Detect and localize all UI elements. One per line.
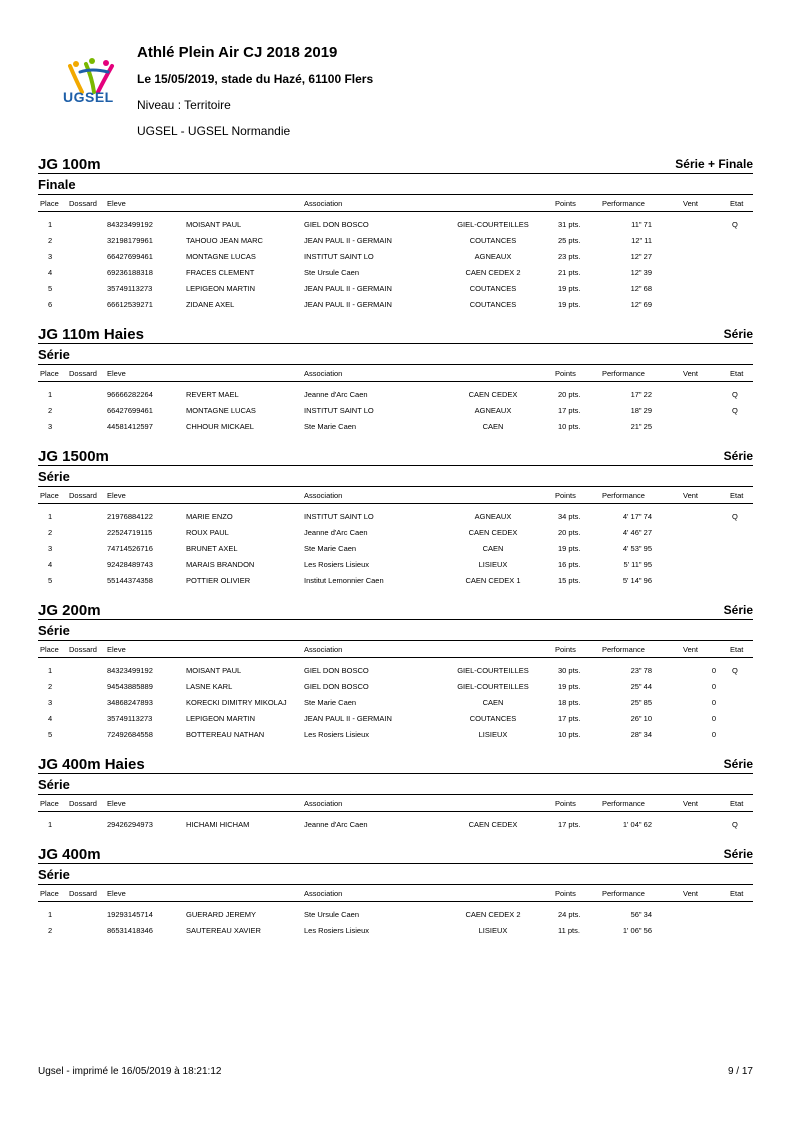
cell-perf: 1' 04" 62 [622, 820, 652, 829]
round-title: Série [38, 864, 753, 885]
result-rows [38, 212, 753, 312]
column-header-eleve: Eleve [107, 645, 126, 654]
column-header-performance: Performance [602, 199, 645, 208]
cell-place: 2 [48, 406, 53, 415]
cell-dossard: 35749113273 [107, 714, 153, 723]
cell-city: LISIEUX [478, 730, 508, 739]
event-type: Série [723, 757, 753, 771]
event-section [38, 752, 753, 832]
cell-city: CAEN [482, 698, 504, 707]
cell-points: 20 pts. [558, 528, 581, 537]
cell-points: 23 pts. [558, 252, 581, 261]
cell-dossard: 55144374358 [107, 576, 153, 585]
cell-perf: 18" 29 [630, 406, 652, 415]
cell-dossard: 44581412597 [107, 422, 153, 431]
cell-points: 16 pts. [558, 560, 581, 569]
cell-name: ROUX PAUL [186, 528, 229, 537]
cell-city: CAEN CEDEX [468, 390, 518, 399]
column-header-eleve: Eleve [107, 799, 126, 808]
cell-assoc: Institut Lemonnier Caen [304, 576, 384, 585]
event-type: Série [723, 603, 753, 617]
table-row [38, 556, 753, 572]
cell-assoc: Ste Ursule Caen [304, 268, 360, 277]
column-header-vent: Vent [683, 199, 699, 208]
column-header-points: Points [555, 645, 576, 654]
round-title: Série [38, 344, 753, 365]
cell-assoc: Ste Marie Caen [304, 698, 357, 707]
event-header [38, 444, 753, 466]
event-type: Série [723, 847, 753, 861]
cell-name: BOTTEREAU NATHAN [186, 730, 265, 739]
column-header-place: Place [40, 369, 59, 378]
cell-name: GUERARD JEREMY [186, 910, 257, 919]
cell-assoc: INSTITUT SAINT LO [304, 252, 374, 261]
cell-vent: 0 [711, 682, 716, 691]
cell-dossard: 96666282264 [107, 390, 153, 399]
column-header-points: Points [555, 199, 576, 208]
column-header-vent: Vent [683, 645, 699, 654]
column-header-dossard: Dossard [69, 645, 97, 654]
cell-points: 11 pts. [558, 926, 580, 935]
cell-dossard: 35749113273 [107, 284, 153, 293]
cell-vent: 0 [711, 730, 716, 739]
cell-city: CAEN CEDEX 2 [465, 910, 521, 919]
cell-perf: 1' 06" 56 [622, 926, 652, 935]
cell-name: LASNE KARL [186, 682, 233, 691]
cell-city: COUTANCES [469, 300, 517, 309]
cell-dossard: 86531418346 [107, 926, 153, 935]
cell-dossard: 66612539271 [107, 300, 153, 309]
cell-assoc: Jeanne d'Arc Caen [304, 390, 368, 399]
result-rows [38, 902, 753, 938]
cell-perf: 4' 53" 95 [622, 544, 652, 553]
cell-name: BRUNET AXEL [186, 544, 238, 553]
cell-perf: 11" 71 [631, 220, 652, 229]
cell-place: 1 [48, 220, 53, 229]
cell-city: CAEN CEDEX [468, 820, 518, 829]
cell-city: LISIEUX [478, 560, 508, 569]
result-rows [38, 504, 753, 588]
column-header-vent: Vent [683, 369, 699, 378]
cell-city: AGNEAUX [474, 252, 512, 261]
column-header-place: Place [40, 889, 59, 898]
column-header-points: Points [555, 799, 576, 808]
result-rows [38, 382, 753, 434]
meeting-level: Niveau : Territoire [137, 98, 231, 112]
cell-place: 5 [48, 284, 53, 293]
column-header-association: Association [304, 199, 343, 208]
cell-place: 1 [48, 512, 53, 521]
cell-place: 5 [48, 576, 53, 585]
meeting-organization: UGSEL - UGSEL Normandie [137, 124, 291, 138]
table-row [38, 216, 753, 232]
cell-name: LEPIGEON MARTIN [186, 284, 256, 293]
column-headers [38, 641, 753, 658]
column-header-place: Place [40, 491, 59, 500]
cell-points: 17 pts. [558, 820, 581, 829]
column-header-eleve: Eleve [107, 369, 126, 378]
print-date: Ugsel - imprimé le 16/05/2019 à 18:21:12 [38, 1066, 222, 1077]
cell-perf: 12" 68 [630, 284, 652, 293]
cell-place: 2 [48, 236, 53, 245]
cell-place: 4 [48, 714, 53, 723]
cell-dossard: 66427699461 [107, 252, 153, 261]
event-name: JG 400m [38, 846, 101, 863]
event-name: JG 400m Haies [38, 756, 145, 773]
column-header-dossard: Dossard [69, 491, 97, 500]
event-header [38, 322, 753, 344]
cell-dossard: 32198179961 [107, 236, 153, 245]
column-header-place: Place [40, 645, 59, 654]
event-header [38, 842, 753, 864]
cell-points: 19 pts. [558, 300, 581, 309]
cell-assoc: INSTITUT SAINT LO [304, 406, 374, 415]
cell-etat: Q [732, 390, 738, 399]
event-type: Série [723, 327, 753, 341]
table-row [38, 232, 753, 248]
column-header-etat: Etat [730, 369, 744, 378]
cell-dossard: 84323499192 [107, 220, 153, 229]
cell-assoc: Jeanne d'Arc Caen [304, 820, 368, 829]
cell-name: HICHAMI HICHAM [186, 820, 250, 829]
cell-assoc: INSTITUT SAINT LO [304, 512, 374, 521]
event-section [38, 444, 753, 588]
cell-etat: Q [732, 512, 738, 521]
cell-assoc: GIEL DON BOSCO [304, 666, 369, 675]
column-header-etat: Etat [730, 199, 744, 208]
table-row [38, 694, 753, 710]
cell-place: 6 [48, 300, 53, 309]
cell-assoc: JEAN PAUL II - GERMAIN [304, 236, 392, 245]
cell-perf: 5' 14" 96 [622, 576, 652, 585]
cell-points: 15 pts. [558, 576, 581, 585]
column-header-etat: Etat [730, 799, 744, 808]
column-header-association: Association [304, 645, 343, 654]
column-header-association: Association [304, 799, 343, 808]
column-header-points: Points [555, 369, 576, 378]
cell-city: CAEN [482, 544, 504, 553]
event-section [38, 842, 753, 938]
cell-assoc: GIEL DON BOSCO [304, 220, 369, 229]
results-list [38, 152, 753, 948]
cell-city: GIEL-COURTEILLES [457, 220, 529, 229]
column-header-etat: Etat [730, 491, 744, 500]
logo-text: UGSEL [63, 89, 114, 105]
event-name: JG 1500m [38, 448, 109, 465]
cell-city: COUTANCES [469, 714, 517, 723]
table-row [38, 906, 753, 922]
cell-vent: 0 [711, 714, 716, 723]
event-header [38, 152, 753, 174]
event-name: JG 200m [38, 602, 101, 619]
cell-place: 5 [48, 730, 53, 739]
cell-city: COUTANCES [469, 236, 517, 245]
result-rows [38, 812, 753, 832]
cell-points: 17 pts. [558, 406, 581, 415]
cell-points: 30 pts. [558, 666, 581, 675]
column-header-association: Association [304, 369, 343, 378]
table-row [38, 540, 753, 556]
cell-name: SAUTEREAU XAVIER [186, 926, 261, 935]
event-header [38, 598, 753, 620]
cell-dossard: 92428489743 [107, 560, 153, 569]
cell-points: 31 pts. [558, 220, 581, 229]
cell-dossard: 21976884122 [107, 512, 153, 521]
cell-perf: 25" 85 [630, 698, 652, 707]
event-header [38, 752, 753, 774]
column-headers [38, 795, 753, 812]
event-name: JG 110m Haies [38, 326, 144, 343]
column-header-association: Association [304, 491, 343, 500]
column-header-dossard: Dossard [69, 799, 97, 808]
column-header-place: Place [40, 199, 59, 208]
cell-points: 20 pts. [558, 390, 581, 399]
column-header-vent: Vent [683, 889, 699, 898]
cell-dossard: 94543885889 [107, 682, 153, 691]
cell-place: 3 [48, 698, 53, 707]
table-row [38, 264, 753, 280]
cell-name: MONTAGNE LUCAS [186, 252, 256, 261]
cell-perf: 17" 22 [630, 390, 652, 399]
column-header-vent: Vent [683, 491, 699, 500]
cell-name: MARAIS BRANDON [186, 560, 255, 569]
cell-assoc: Les Rosiers Lisieux [304, 926, 370, 935]
cell-place: 4 [48, 560, 53, 569]
cell-dossard: 74714526716 [107, 544, 153, 553]
column-header-performance: Performance [602, 889, 645, 898]
cell-name: MARIE ENZO [186, 512, 233, 521]
cell-dossard: 19293145714 [107, 910, 153, 919]
column-header-dossard: Dossard [69, 199, 97, 208]
column-header-etat: Etat [730, 889, 744, 898]
cell-place: 1 [48, 666, 53, 675]
column-header-place: Place [40, 799, 59, 808]
cell-dossard: 66427699461 [107, 406, 153, 415]
cell-etat: Q [732, 820, 738, 829]
cell-perf: 4' 17" 74 [622, 512, 652, 521]
cell-points: 18 pts. [558, 698, 581, 707]
cell-city: CAEN CEDEX 1 [465, 576, 521, 585]
cell-name: REVERT MAEL [186, 390, 239, 399]
cell-city: CAEN CEDEX [468, 528, 518, 537]
event-type: Série [723, 449, 753, 463]
cell-perf: 56" 34 [630, 910, 652, 919]
column-header-points: Points [555, 889, 576, 898]
event-section [38, 598, 753, 742]
cell-etat: Q [732, 220, 738, 229]
cell-name: MONTAGNE LUCAS [186, 406, 256, 415]
cell-perf: 23" 78 [630, 666, 652, 675]
cell-points: 24 pts. [558, 910, 581, 919]
cell-assoc: Ste Marie Caen [304, 544, 357, 553]
table-row [38, 248, 753, 264]
table-row [38, 402, 753, 418]
cell-assoc: Ste Ursule Caen [304, 910, 360, 919]
column-headers [38, 195, 753, 212]
cell-assoc: JEAN PAUL II - GERMAIN [304, 300, 392, 309]
cell-name: FRACES CLEMENT [186, 268, 255, 277]
cell-assoc: Ste Marie Caen [304, 422, 357, 431]
cell-dossard: 22524719115 [107, 528, 153, 537]
cell-perf: 4' 46" 27 [622, 528, 652, 537]
cell-etat: Q [732, 666, 738, 675]
cell-points: 25 pts. [558, 236, 581, 245]
column-header-eleve: Eleve [107, 199, 126, 208]
cell-vent: 0 [711, 698, 716, 707]
cell-assoc: GIEL DON BOSCO [304, 682, 369, 691]
cell-dossard: 34868247893 [107, 698, 153, 707]
cell-assoc: Jeanne d'Arc Caen [304, 528, 368, 537]
round-title: Série [38, 620, 753, 641]
table-row [38, 280, 753, 296]
cell-place: 4 [48, 268, 53, 277]
table-row [38, 662, 753, 678]
table-row [38, 296, 753, 312]
cell-place: 3 [48, 544, 53, 553]
cell-name: ZIDANE AXEL [186, 300, 235, 309]
cell-city: COUTANCES [469, 284, 517, 293]
page-number: 9 / 17 [727, 1066, 753, 1077]
round-title: Série [38, 774, 753, 795]
round-title: Finale [38, 174, 753, 195]
column-header-performance: Performance [602, 799, 645, 808]
event-section [38, 152, 753, 312]
cell-city: CAEN [482, 422, 504, 431]
cell-name: MOISANT PAUL [186, 220, 242, 229]
cell-city: AGNEAUX [474, 512, 512, 521]
table-row [38, 572, 753, 588]
event-type: Série + Finale [675, 157, 753, 171]
table-row [38, 816, 753, 832]
column-header-performance: Performance [602, 369, 645, 378]
table-row [38, 508, 753, 524]
cell-place: 3 [48, 422, 53, 431]
cell-perf: 21" 25 [630, 422, 652, 431]
cell-city: CAEN CEDEX 2 [465, 268, 521, 277]
cell-vent: 0 [711, 666, 716, 675]
column-headers [38, 885, 753, 902]
table-row [38, 726, 753, 742]
cell-etat: Q [732, 406, 738, 415]
cell-perf: 12" 11 [631, 236, 652, 245]
cell-assoc: Les Rosiers Lisieux [304, 730, 370, 739]
cell-points: 10 pts. [558, 730, 581, 739]
meeting-date-location: Le 15/05/2019, stade du Hazé, 61100 Flers [137, 72, 374, 86]
cell-city: GIEL-COURTEILLES [457, 682, 529, 691]
cell-points: 19 pts. [558, 544, 581, 553]
column-header-dossard: Dossard [69, 369, 97, 378]
cell-points: 19 pts. [558, 682, 581, 691]
cell-place: 1 [48, 390, 53, 399]
cell-place: 1 [48, 910, 53, 919]
column-header-performance: Performance [602, 491, 645, 500]
cell-perf: 12" 27 [630, 252, 652, 261]
cell-place: 3 [48, 252, 53, 261]
event-name: JG 100m [38, 156, 101, 173]
column-header-points: Points [555, 491, 576, 500]
cell-place: 2 [48, 926, 53, 935]
event-section [38, 322, 753, 434]
cell-place: 2 [48, 528, 53, 537]
cell-place: 1 [48, 820, 53, 829]
cell-name: CHHOUR MICKAEL [186, 422, 254, 431]
cell-perf: 25" 44 [630, 682, 652, 691]
cell-assoc: Les Rosiers Lisieux [304, 560, 370, 569]
cell-perf: 12" 39 [630, 268, 652, 277]
cell-assoc: JEAN PAUL II - GERMAIN [304, 284, 392, 293]
cell-assoc: JEAN PAUL II - GERMAIN [304, 714, 392, 723]
cell-city: AGNEAUX [474, 406, 512, 415]
cell-dossard: 84323499192 [107, 666, 153, 675]
cell-name: KORECKI DIMITRY MIKOLAJ [186, 698, 287, 707]
cell-perf: 12" 69 [630, 300, 652, 309]
table-row [38, 524, 753, 540]
column-headers [38, 487, 753, 504]
cell-points: 34 pts. [558, 512, 581, 521]
column-header-etat: Etat [730, 645, 744, 654]
table-row [38, 678, 753, 694]
column-header-eleve: Eleve [107, 491, 126, 500]
column-headers [38, 365, 753, 382]
column-header-eleve: Eleve [107, 889, 126, 898]
column-header-dossard: Dossard [69, 889, 97, 898]
cell-perf: 26" 10 [630, 714, 652, 723]
table-row [38, 922, 753, 938]
cell-perf: 28" 34 [630, 730, 652, 739]
result-rows [38, 658, 753, 742]
cell-points: 17 pts. [558, 714, 581, 723]
cell-perf: 5' 11" 95 [623, 560, 652, 569]
cell-points: 19 pts. [558, 284, 581, 293]
table-row [38, 710, 753, 726]
cell-name: LEPIGEON MARTIN [186, 714, 256, 723]
round-title: Série [38, 466, 753, 487]
cell-name: POTTIER OLIVIER [186, 576, 251, 585]
cell-points: 21 pts. [558, 268, 581, 277]
cell-dossard: 72492684558 [107, 730, 153, 739]
cell-city: GIEL-COURTEILLES [457, 666, 529, 675]
cell-points: 10 pts. [558, 422, 581, 431]
cell-place: 2 [48, 682, 53, 691]
meeting-title: Athlé Plein Air CJ 2018 2019 [137, 44, 338, 61]
column-header-vent: Vent [683, 799, 699, 808]
cell-name: TAHOUO JEAN MARC [186, 236, 263, 245]
column-header-association: Association [304, 889, 343, 898]
column-header-performance: Performance [602, 645, 645, 654]
cell-dossard: 29426294973 [107, 820, 153, 829]
cell-name: MOISANT PAUL [186, 666, 242, 675]
cell-city: LISIEUX [478, 926, 508, 935]
cell-dossard: 69236188318 [107, 268, 153, 277]
table-row [38, 418, 753, 434]
table-row [38, 386, 753, 402]
